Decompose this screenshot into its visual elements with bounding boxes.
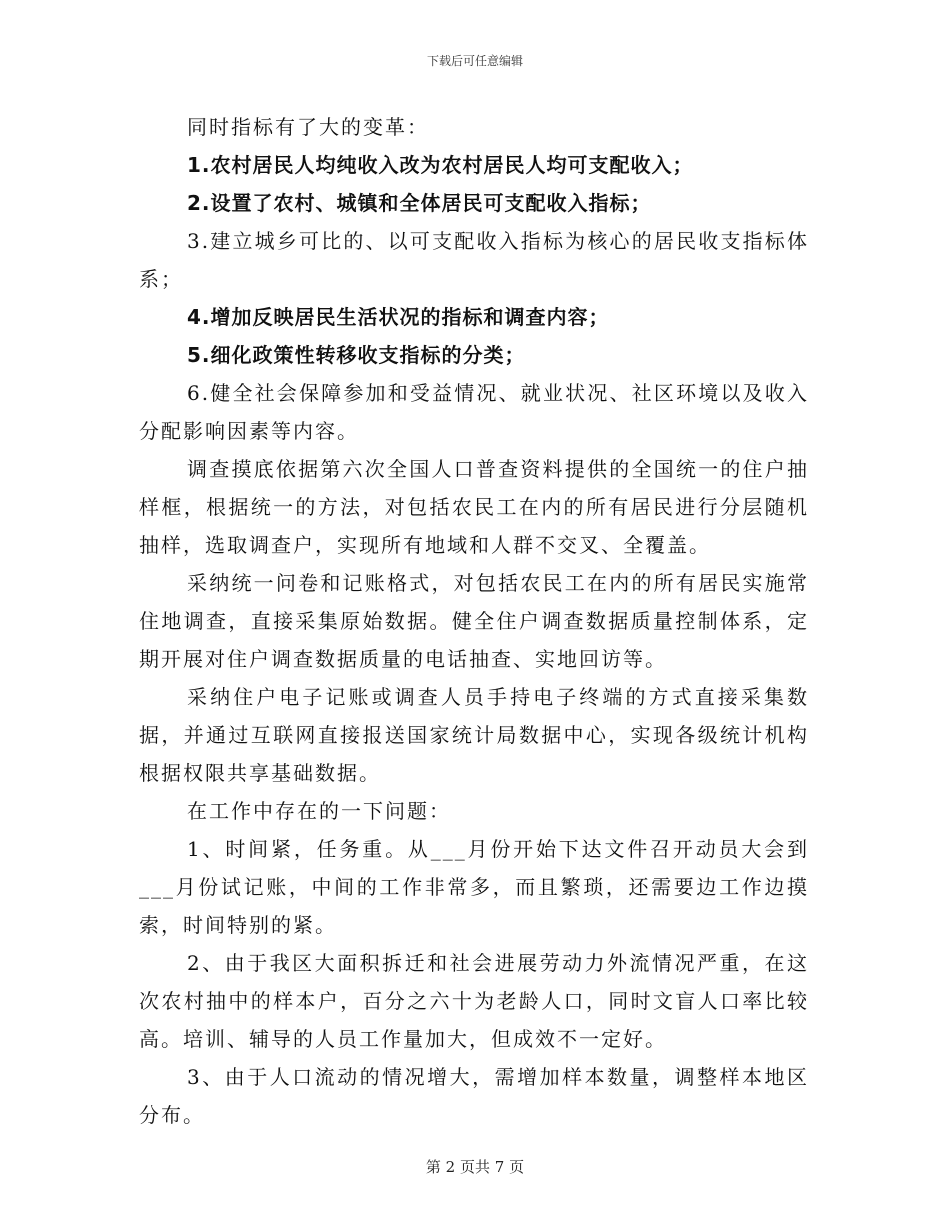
paragraph-item-4: 4.增加反映居民生活状况的指标和调查内容；: [187, 305, 610, 329]
paragraph-item-5: 5.细化政策性转移收支指标的分类；: [187, 343, 526, 367]
paragraph-item-3: 3.建立城乡可比的、以可支配收入指标为核心的居民收支指标体系；: [139, 229, 809, 291]
paragraph-problem-2: 2、由于我区大面积拆迁和社会进展劳动力外流情况严重，在这次农村抽中的样本户，百分之六十为老龄人口，同时文盲人口率比较高。培训、辅导的人员工作量加大，但成效不一定好。: [139, 951, 809, 1051]
paragraph-questionnaire: 采纳统一问卷和记账格式，对包括农民工在内的所有居民实施常住地调查，直接采集原始数据。健全住户调查数据质量控制体系，定期开展对住户调查数据质量的电话抽查、实地回访等。: [139, 571, 809, 671]
paragraph-problems-heading: 在工作中存在的一下问题：: [187, 799, 451, 823]
paragraph-problem-1: 1、时间紧，任务重。从___月份开始下达文件召开动员大会到___月份试记账，中间的工作非常多，而且繁琐，还需要边工作边摸索，时间特别的紧。: [139, 837, 809, 937]
paragraph-item-2: 2.设置了农村、城镇和全体居民可支配收入指标；: [187, 191, 652, 215]
paragraph-survey-sampling: 调查摸底依据第六次全国人口普查资料提供的全国统一的住户抽样框，根据统一的方法，对包括农民工在内的所有居民进行分层随机抽样，选取调查户，实现所有地域和人群不交叉、全覆盖。: [139, 457, 809, 557]
paragraph-item-1: 1.农村居民人均纯收入改为农村居民人均可支配收入；: [187, 153, 694, 177]
document-body: [139, 108, 809, 1134]
page-footer: 第 2 页共 7 页: [425, 1158, 525, 1176]
paragraph-electronic-records: 采纳住户电子记账或调查人员手持电子终端的方式直接采集数据，并通过互联网直接报送国家统计局数据中心，实现各级统计机构根据权限共享基础数据。: [139, 685, 809, 785]
paragraph-intro: 同时指标有了大的变革：: [187, 115, 429, 139]
paragraph-problem-3: 3、由于人口流动的情况增大，需增加样本数量，调整样本地区分布。: [139, 1065, 809, 1127]
page-header: 下载后可任意编辑: [426, 54, 523, 68]
paragraph-item-6: 6.健全社会保障参加和受益情况、就业状况、社区环境以及收入分配影响因素等内容。: [139, 381, 809, 443]
